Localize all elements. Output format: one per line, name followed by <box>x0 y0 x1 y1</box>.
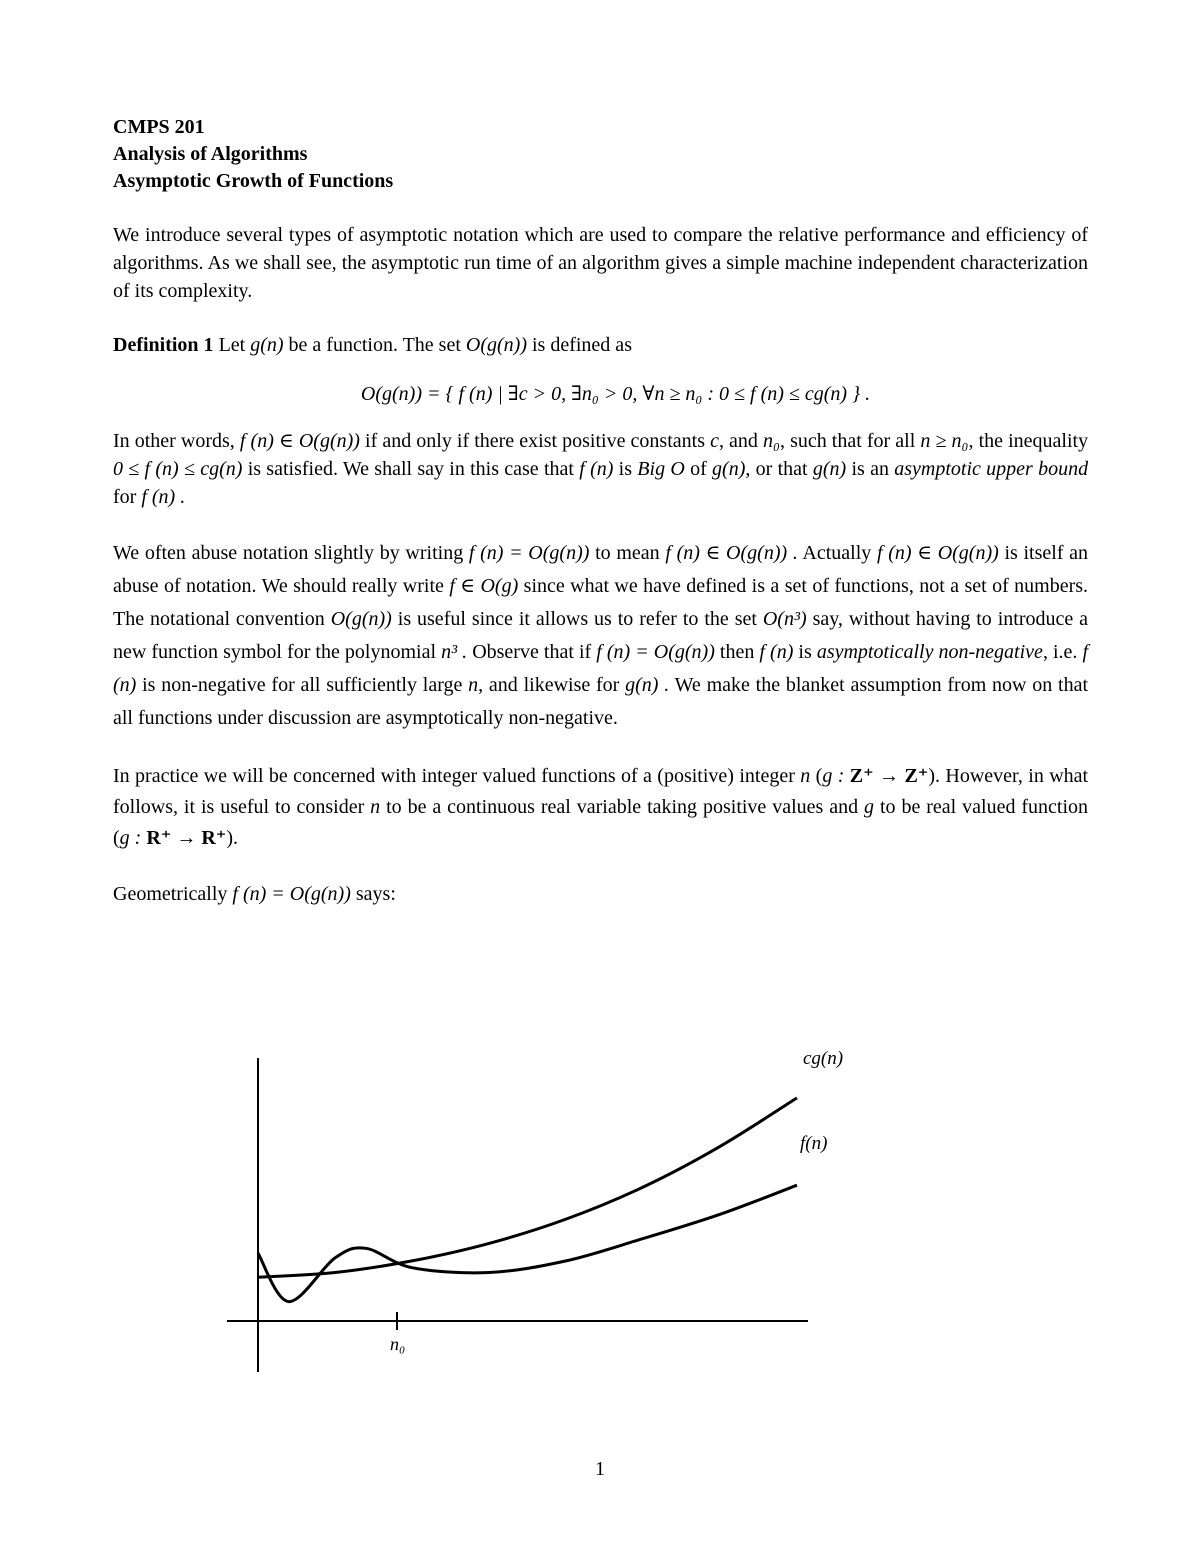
text: Let <box>218 334 246 356</box>
text: is useful since it allows us to refer to the set <box>397 608 757 630</box>
math: n₀ <box>763 430 780 452</box>
text: is defined as <box>532 334 632 356</box>
text: Actually <box>802 542 872 564</box>
math: O(g(n)) <box>465 334 527 356</box>
text: In other words, <box>113 430 235 452</box>
math: f ∈ O(g) <box>449 575 519 597</box>
math: f (n) ∈ O(g(n)) <box>876 542 999 564</box>
math: f (n) <box>579 458 614 480</box>
math: g : <box>119 827 142 849</box>
text: be a function. The set <box>288 334 461 356</box>
math-set: Z⁺ <box>849 765 874 787</box>
math: f (n) ∈ O(g(n)) . <box>665 542 798 564</box>
paragraph-practice <box>113 761 1088 854</box>
text: Observe that if <box>472 641 592 663</box>
text: is <box>618 458 633 480</box>
text: , or that <box>745 458 808 480</box>
text: In practice we will be concerned with integer valued functions of a (positive) integer <box>113 765 795 787</box>
text: , and likewise for <box>478 674 620 696</box>
text: is itself an abuse of notation. We should really write <box>113 542 1089 597</box>
course-subject: Analysis of Algorithms <box>113 143 308 165</box>
emphasis: asymptotic upper bound <box>894 458 1089 480</box>
text: We often abuse notation slightly by writing <box>113 542 464 564</box>
math: f (n) ∈ O(g(n)) <box>239 430 360 452</box>
math: f (n) <box>759 641 794 663</box>
text: says: <box>355 883 396 905</box>
cg-n-label: cg(n) <box>803 1048 844 1069</box>
math: O(n³) <box>762 608 807 630</box>
math: n <box>370 796 381 818</box>
intro-paragraph: We introduce several types of asymptotic notation which are used to compare the relative performance and efficiency of algorithms. As we shall see, the asymptotic run time of an algorithm gives a simple machine independent characterization of its complexity. <box>113 224 1088 302</box>
page-content <box>113 114 1088 908</box>
text: if and only if there exist positive constants <box>365 430 705 452</box>
text: of <box>690 458 707 480</box>
page-number: 1 <box>595 1458 605 1480</box>
math: f (n) . <box>141 486 186 508</box>
text: since what we have defined is a set of functions, not a set of numbers. The notational convention <box>113 575 1089 630</box>
math: g(n) <box>812 458 847 480</box>
math-set: R⁺ <box>201 827 227 849</box>
course-code: CMPS 201 <box>113 116 205 138</box>
f-n-label: f(n) <box>800 1133 828 1154</box>
math: c <box>710 430 719 452</box>
arrow: → <box>176 827 197 849</box>
definition-formula: O(g(n)) = { f (n) | ∃c > 0, ∃n₀ > 0, ∀n ≥ n₀ : 0 ≤ f (n) ≤ cg(n) } . <box>360 383 871 405</box>
text: Geometrically <box>113 883 228 905</box>
text: We make the blanket assumption from now on that all functions under discussion are asymptotically non-negative. <box>113 674 1089 729</box>
text: is non-negative for all sufficiently large <box>142 674 463 696</box>
text: ( <box>815 765 823 787</box>
cg-n-curve <box>258 1098 797 1277</box>
text: for <box>113 486 137 508</box>
math-set: Z⁺ <box>904 765 929 787</box>
math: g(n) <box>712 458 746 480</box>
math: g(n) <box>250 334 284 356</box>
text: is satisfied. We shall say in this case that <box>247 458 574 480</box>
text: to be real valued function ( <box>113 796 1089 849</box>
text: say, without having to introduce a new function symbol for the polynomial <box>113 608 1089 663</box>
math: f (n) = O(g(n)) <box>596 641 715 663</box>
math-set: R⁺ <box>146 827 172 849</box>
emphasis: asymptotically non-negative <box>816 641 1043 663</box>
text: , such that for all <box>779 430 916 452</box>
text: , the inequality <box>968 430 1089 452</box>
math: f (n) <box>113 641 1089 696</box>
math: n ≥ n₀ <box>920 430 969 452</box>
math: f (n) = O(g(n)) <box>232 883 351 905</box>
definition-paragraph <box>113 331 1088 359</box>
emphasis: Big O <box>637 458 685 480</box>
math: n <box>468 674 479 696</box>
math: 0 ≤ f (n) ≤ cg(n) <box>113 458 243 480</box>
math: n³ . <box>441 641 468 663</box>
f-n-curve <box>258 1185 797 1301</box>
text: then <box>719 641 755 663</box>
definition-label: Definition 1 <box>113 334 214 356</box>
math: O(g(n)) <box>330 608 392 630</box>
text: , i.e. <box>1042 641 1078 663</box>
text: ). <box>226 827 239 849</box>
math: g <box>864 796 875 818</box>
math: g(n) . <box>625 674 670 696</box>
text: , and <box>718 430 758 452</box>
text: is <box>798 641 812 663</box>
big-o-figure <box>225 1040 875 1380</box>
text: to be a continuous real variable taking positive values and <box>386 796 859 818</box>
text: ). However, in what follows, it is useful to consider <box>113 765 1089 818</box>
text: to mean <box>595 542 660 564</box>
paragraph-other-words <box>113 427 1088 511</box>
document-title: Asymptotic Growth of Functions <box>113 170 394 192</box>
math: f (n) = O(g(n)) <box>468 542 590 564</box>
paragraph-abuse-notation <box>113 537 1088 735</box>
arrow: → <box>879 765 900 787</box>
n0-label: n₀ <box>390 1334 406 1354</box>
math: n <box>800 765 811 787</box>
math: g : <box>822 765 845 787</box>
text: is an <box>851 458 889 480</box>
paragraph-geometrically <box>113 880 1088 908</box>
